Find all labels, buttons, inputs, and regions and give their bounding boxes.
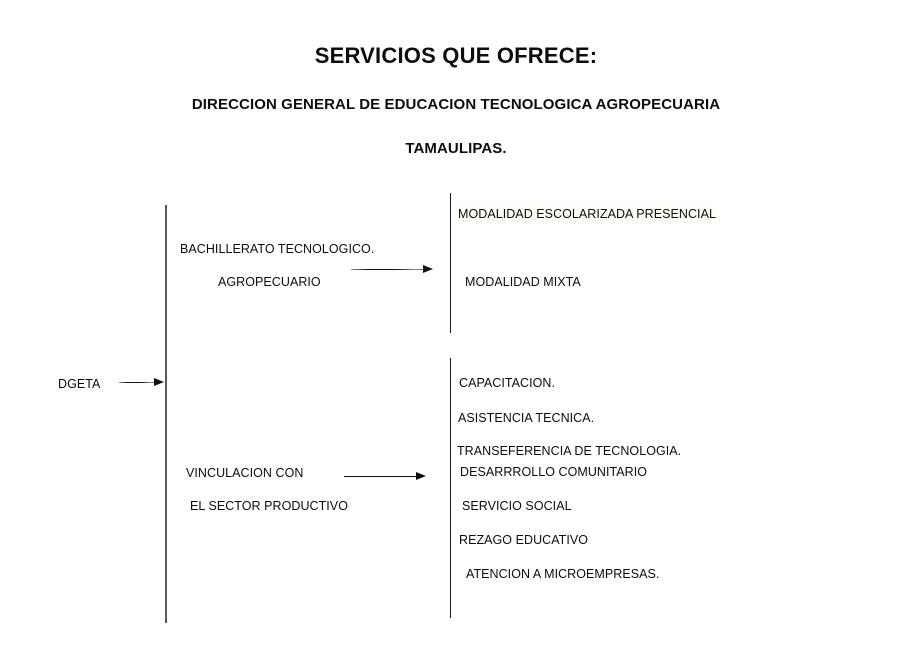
page-title: SERVICIOS QUE OFRECE: (314, 43, 598, 68)
branch-bachillerato-label-line-1: BACHILLERATO TECNOLOGICO. (180, 242, 375, 256)
page-subtitle-line-1: DIRECCION GENERAL DE EDUCACION TECNOLOGICA AGROPECUARIA (191, 96, 721, 113)
branch-bachillerato-label-line-2: AGROPECUARIO (218, 275, 321, 289)
page-subtitle-line-2: TAMAULIPAS. (405, 140, 507, 157)
output-capacitacion: CAPACITACION. (459, 376, 556, 390)
arrow-root-to-branches (119, 378, 164, 387)
arrow-bachillerato-to-outputs (351, 265, 433, 274)
output-modalidad-escolarizada-presencial: MODALIDAD ESCOLARIZADA PRESENCIAL (458, 207, 716, 221)
branch-vinculacion-label-line-2: EL SECTOR PRODUCTIVO (190, 499, 348, 513)
output-modalidad-mixta: MODALIDAD MIXTA (465, 275, 581, 289)
output-transferencia-de-tecnologia: TRANSEFERENCIA DE TECNOLOGIA. (457, 444, 682, 458)
root-node-dgeta: DGETA (58, 377, 101, 391)
output-servicio-social: SERVICIO SOCIAL (462, 499, 572, 513)
output-desarrollo-comunitario: DESARRROLLO COMUNITARIO (460, 465, 648, 479)
output-atencion-a-microempresas: ATENCION A MICROEMPRESAS. (466, 567, 660, 581)
brace-line-bachillerato-outputs (450, 193, 451, 333)
brace-line-main (165, 205, 167, 623)
arrow-vinculacion-to-outputs (344, 472, 426, 481)
branch-vinculacion-label-line-1: VINCULACION CON (186, 466, 304, 480)
output-asistencia-tecnica: ASISTENCIA TECNICA. (458, 411, 595, 425)
output-rezago-educativo: REZAGO EDUCATIVO (459, 533, 589, 547)
brace-line-vinculacion-outputs (450, 358, 451, 618)
